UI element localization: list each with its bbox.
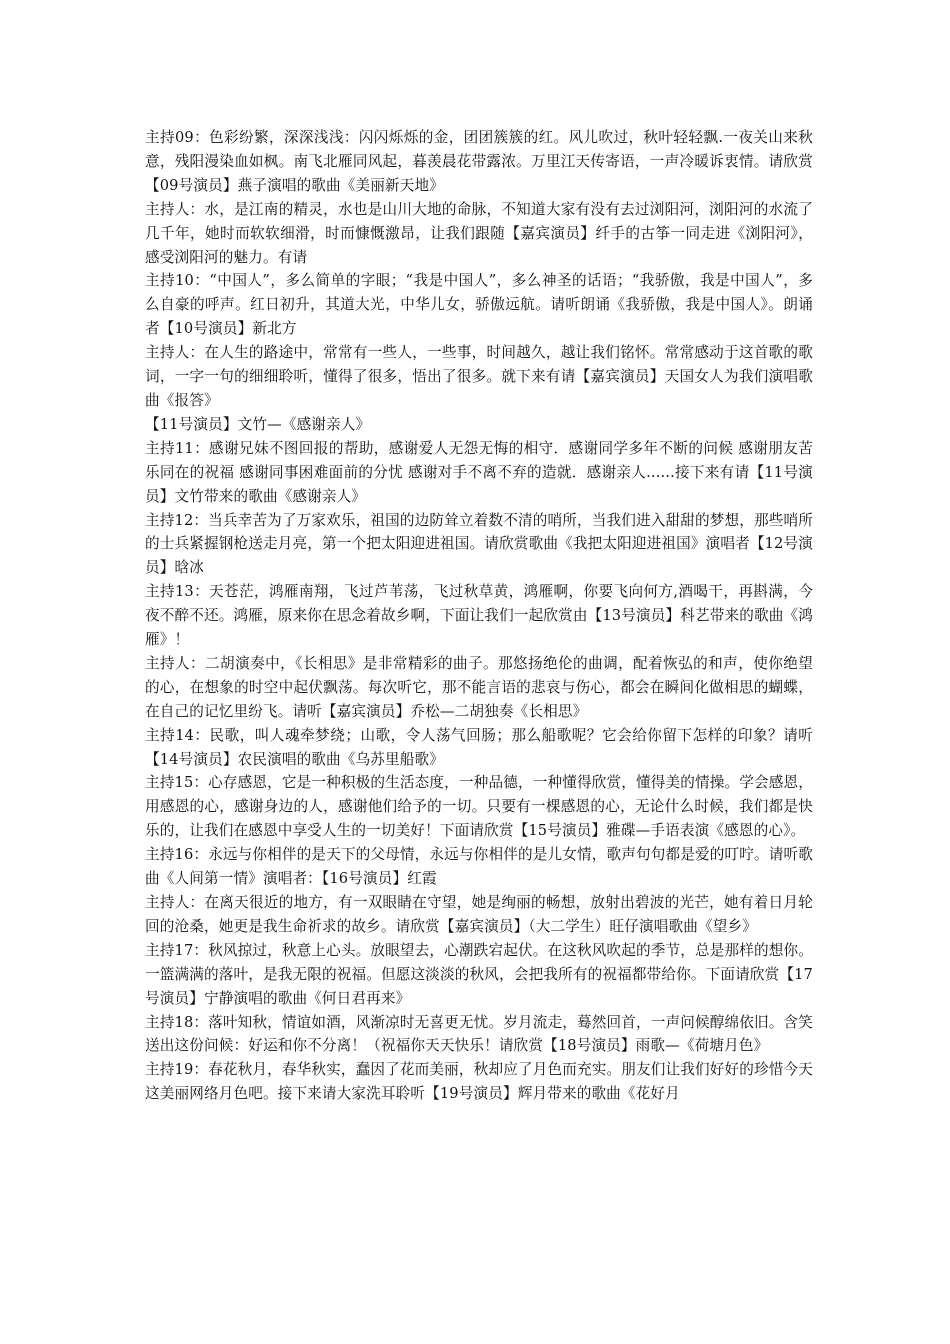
paragraph-performer-11: 【11号演员】文竹—《感谢亲人》	[145, 415, 371, 433]
paragraph-host-16: 主持16：永远与你相伴的是天下的父母情，永远与你相伴的是儿女情，歌声句句都是爱的叮咛。请听歌曲《人间第一情》演唱者：【16号演员】红霞	[145, 846, 813, 888]
document-body	[145, 126, 813, 1106]
paragraph-host-18: 主持18：落叶知秋，情谊如酒，风渐凉时无喜更无忧。岁月流走，蓦然回首，一声问候醇绵依旧。含笑送出这份问候：好运和你不分离！（祝福你天天快乐！请欣赏【18号演员】雨歌—《荷塘月色》	[145, 1013, 813, 1055]
paragraph-host-wangxiang: 主持人：在离天很近的地方，有一双眼睛在守望，她是绚丽的畅想，放射出碧波的光芒，她有着日月轮回的沧桑，她更是我生命祈求的故乡。请欣赏【嘉宾演员】（大二学生）旺仔演唱歌曲《望乡》	[145, 894, 813, 935]
paragraph-host-10: 主持10：“中国人”，多么简单的字眼；“我是中国人”，多么神圣的话语；“我骄傲，我是中国人”，多么自豪的呼声。红日初升，其道大光，中华儿女，骄傲远航。请听朗诵《我骄傲，我是中国人》。朗诵者【10号演员】新北方	[145, 272, 813, 338]
paragraph-host-19: 主持19：春花秋月，春华秋实，蠢因了花而美丽，秋却应了月色而充实。朋友们让我们好好的珍惜今天这美丽网络月色吧。接下来请大家洗耳聆听【19号演员】辉月带来的歌曲《花好月	[145, 1061, 813, 1103]
paragraph-host-15: 主持15：心存感恩，它是一种积极的生活态度，一种品德，一种懂得欣赏，懂得美的情操。学会感恩，用感恩的心，感谢身边的人，感谢他们给予的一切。只要有一棵感恩的心，无论什么时候，我们都是快乐的，让我们在感恩中享受人生的一切美好！下面请欣赏【15号演员】雅碟—手语表演《感恩的心》。	[145, 774, 813, 840]
paragraph-host-13: 主持13：天苍茫，鸿雁南翔，飞过芦苇荡，飞过秋草黄，鸿雁啊，你要飞向何方,酒喝干，再斟满，今夜不醉不还。鸿雁，原来你在思念着故乡啊，下面让我们一起欣赏由【13号演员】科艺带来的歌曲《鸿雁》！	[145, 583, 813, 649]
paragraph-host-14: 主持14：民歌，叫人魂牵梦绕；山歌，令人荡气回肠；那么船歌呢？它会给你留下怎样的印象？请听【14号演员】农民演唱的歌曲《乌苏里船歌》	[145, 726, 813, 768]
paragraph-host-baoda: 主持人：在人生的路途中，常常有一些人，一些事，时间越久，越让我们铭怀。常常感动于这首歌的歌词，一字一句的细细聆听，懂得了很多，悟出了很多。就下来有请【嘉宾演员】天国女人为我们演唱歌曲《报答》	[145, 344, 813, 409]
paragraph-host-erhu: 主持人：二胡演奏中，《长相思》是非常精彩的曲子。那悠扬绝伦的曲调，配着恢弘的和声，使你绝望的心，在想象的时空中起伏飘荡。每次听它，那不能言语的悲哀与伤心，都会在瞬间化做相思的蝴蝶，在自己的记忆里纷飞。请听【嘉宾演员】乔松—二胡独奏《长相思》	[145, 654, 813, 720]
paragraph-host-liuyanghe: 主持人：水，是江南的精灵，水也是山川大地的命脉，不知道大家有没有去过浏阳河，浏阳河的水流了几千年，她时而软软细滑，时而慷慨激昂，让我们跟随【嘉宾演员】纤手的古筝一同走进《浏阳河》，感受浏阳河的魅力。有请	[145, 200, 813, 266]
paragraph-host-12: 主持12：当兵幸苦为了万家欢乐，祖国的边防耸立着数不清的哨所，当我们进入甜甜的梦想，那些哨所的士兵紧握钢枪送走月亮，第一个把太阳迎进祖国。请欣赏歌曲《我把太阳迎进祖国》演唱者【12号演员】晗冰	[145, 511, 813, 577]
paragraph-host-11: 主持11：感谢兄妹不图回报的帮助，感谢爱人无怨无悔的相守．感谢同学多年不断的问候 感谢朋友苦乐同在的祝福 感谢同事困难面前的分忧 感谢对手不离不弃的造就．感谢亲人......接下来有请【11号演员】文竹带来的歌曲《感谢亲人》	[145, 439, 813, 505]
paragraph-host-17: 主持17：秋风掠过，秋意上心头。放眼望去，心潮跌宕起伏。在这秋风吹起的季节，总是那样的想你。一篮满满的落叶，是我无限的祝福。但愿这淡淡的秋风，会把我所有的祝福都带给你。下面请欣赏【17号演员】宁静演唱的歌曲《何日君再来》	[145, 941, 813, 1007]
paragraph-host-09: 主持09：色彩纷繁，深深浅浅：闪闪烁烁的金，团团簇簇的红。风儿吹过，秋叶轻轻飘.一夜关山来秋意，残阳漫染血如枫。南飞北雁同风起，暮羡晨花带露浓。万里江天传寄语，一声冷暖诉衷情。请欣赏【09号演员】燕子演唱的歌曲《美丽新天地》	[145, 129, 813, 194]
